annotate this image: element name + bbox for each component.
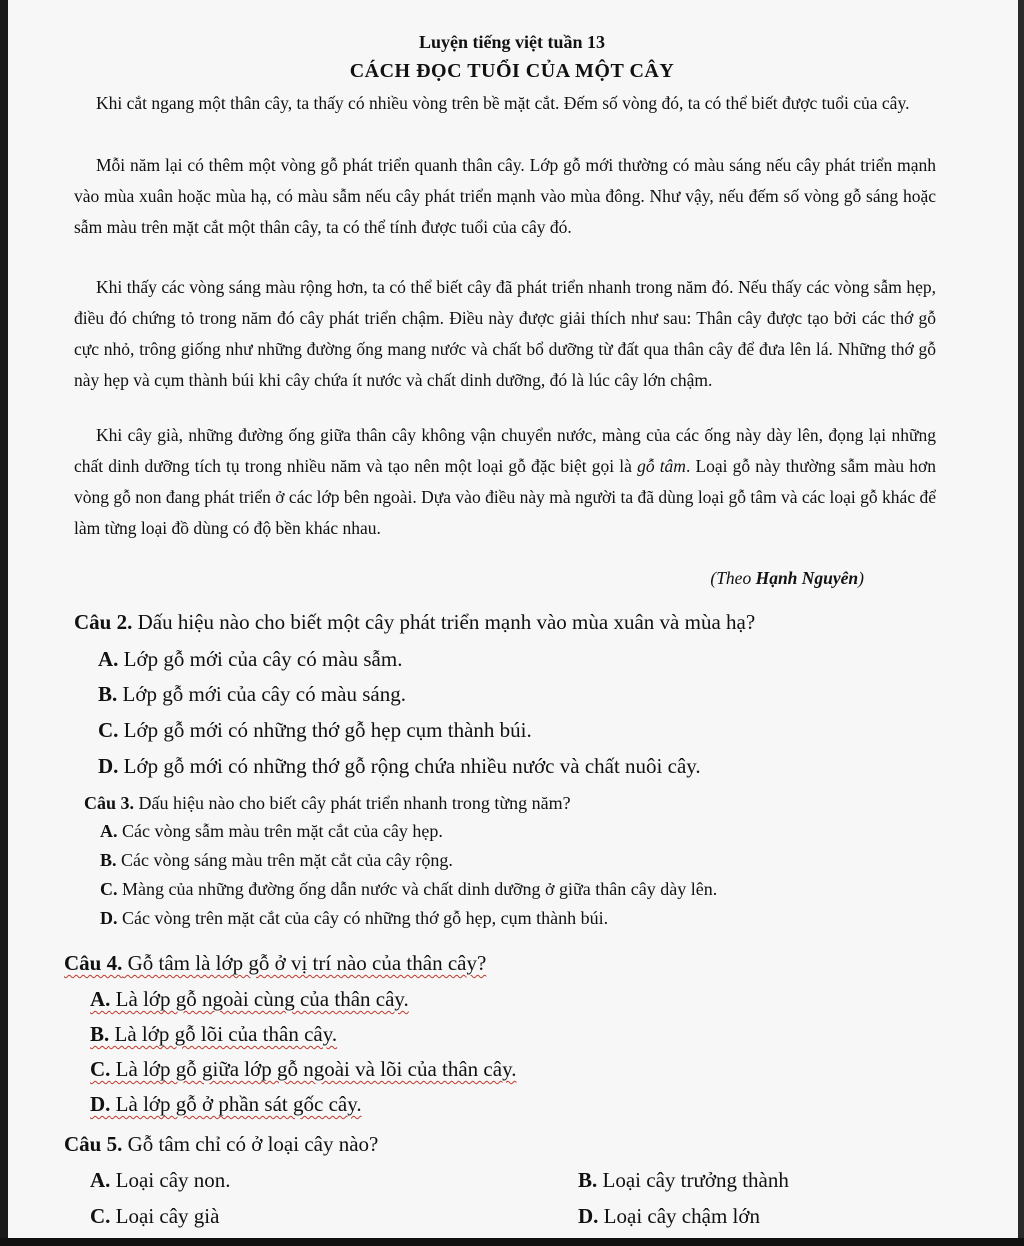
question-5-option-a[interactable]: A. Loại cây non. [90, 1168, 231, 1192]
worksheet-title: Luyện tiếng việt tuần 13 [418, 32, 605, 52]
left-edge-shadow [0, 0, 8, 1246]
question-5-option-d[interactable]: D. Loại cây chậm lớn [578, 1204, 760, 1228]
question-2-stem: Câu 2. Dấu hiệu nào cho biết một cây phát triển mạnh vào mùa xuân và mùa hạ? [74, 610, 756, 634]
question-5-stem: Câu 5. Gỗ tâm chỉ có ở loại cây nào? [64, 1132, 379, 1156]
question-3-option-d[interactable]: D. Các vòng trên mặt cắt của cây có những thớ gỗ hẹp, cụm thành búi. [100, 908, 609, 928]
question-3-stem: Câu 3. Dấu hiệu nào cho biết cây phát triển nhanh trong từng năm? [84, 793, 571, 813]
question-3-option-a[interactable]: A. Các vòng sẫm màu trên mặt cắt của cây hẹp. [100, 821, 443, 841]
question-2-option-d[interactable]: D. Lớp gỗ mới có những thớ gỗ rộng chứa nhiều nước và chất nuôi cây. [98, 754, 701, 778]
question-4-option-c[interactable]: C. Là lớp gỗ giữa lớp gỗ ngoài và lõi của thân cây. [90, 1057, 517, 1081]
question-4-option-b[interactable]: B. Là lớp gỗ lõi của thân cây. [90, 1022, 338, 1046]
question-2-option-b[interactable]: B. Lớp gỗ mới của cây có màu sáng. [98, 682, 406, 706]
question-4-option-a[interactable]: A. Là lớp gỗ ngoài cùng của thân cây. [90, 987, 409, 1011]
question-4-stem: Câu 4. Gỗ tâm là lớp gỗ ở vị trí nào của thân cây? [64, 951, 487, 975]
passage-paragraph-3: Khi thấy các vòng sáng màu rộng hơn, ta có thể biết cây đã phát triển nhanh trong năm đó. Nếu thấy các vòng sẫm hẹp, điều đó chứng tỏ trong năm đó cây phát triển chậm. Điều này được giải thích như sau: Thân cây được tạo bởi các thớ gỗ cực nhỏ, trông giống như những đường ống mang nước và chất bổ dưỡng từ đất qua thân cây để đưa lên lá. Những thớ gỗ này hẹp và cụm thành búi khi cây chứa ít nước và chất dinh dưỡng, đó là lúc cây lớn chậm. [74, 277, 936, 390]
term-go-tam: gỗ tâm [637, 456, 686, 476]
passage-heading: CÁCH ĐỌC TUỔI CỦA MỘT CÂY [349, 60, 675, 82]
passage-paragraph-1: Khi cắt ngang một thân cây, ta thấy có nhiều vòng trên bề mặt cắt. Đếm số vòng đó, ta có thể biết được tuổi của cây. [96, 93, 910, 113]
question-3-option-b[interactable]: B. Các vòng sáng màu trên mặt cắt của cây rộng. [100, 850, 453, 870]
question-5-option-c[interactable]: C. Loại cây già [90, 1204, 220, 1228]
source-citation: (Theo Hạnh Nguyên) [710, 568, 864, 588]
question-2-option-a[interactable]: A. Lớp gỗ mới của cây có màu sẫm. [98, 647, 403, 671]
question-4-option-d[interactable]: D. Là lớp gỗ ở phần sát gốc cây. [90, 1092, 362, 1116]
question-3-option-c[interactable]: C. Màng của những đường ống dẫn nước và chất dinh dưỡng ở giữa thân cây dày lên. [100, 879, 718, 899]
passage-paragraph-2: Mỗi năm lại có thêm một vòng gỗ phát triển quanh thân cây. Lớp gỗ mới thường có màu sáng nếu cây phát triển mạnh vào mùa xuân hoặc mùa hạ, có màu sẫm nếu cây phát triển mạnh vào mùa đông. Như vậy, nếu đếm số vòng gỗ sáng hoặc sẫm màu trên mặt cắt một thân cây, ta có thể tính được tuổi của cây đó. [74, 155, 936, 237]
passage-paragraph-4: Khi cây già, những đường ống giữa thân cây không vận chuyển nước, màng của các ống này dày lên, đọng lại những chất dinh dưỡng tích tụ trong nhiều năm và tạo nên một loại gỗ đặc biệt gọi là gỗ tâm. Loại gỗ này thường sẫm màu hơn vòng gỗ non đang phát triển ở các lớp bên ngoài. Dựa vào điều này mà người ta đã dùng loại gỗ tâm và các loại gỗ khác để làm từng loại đồ dùng có độ bền khác nhau. [74, 425, 937, 538]
question-5-option-b[interactable]: B. Loại cây trưởng thành [578, 1168, 789, 1192]
right-edge-shadow [1018, 0, 1024, 1246]
question-2-option-c[interactable]: C. Lớp gỗ mới có những thớ gỗ hẹp cụm thành búi. [98, 718, 532, 742]
bottom-edge [0, 1238, 1024, 1246]
